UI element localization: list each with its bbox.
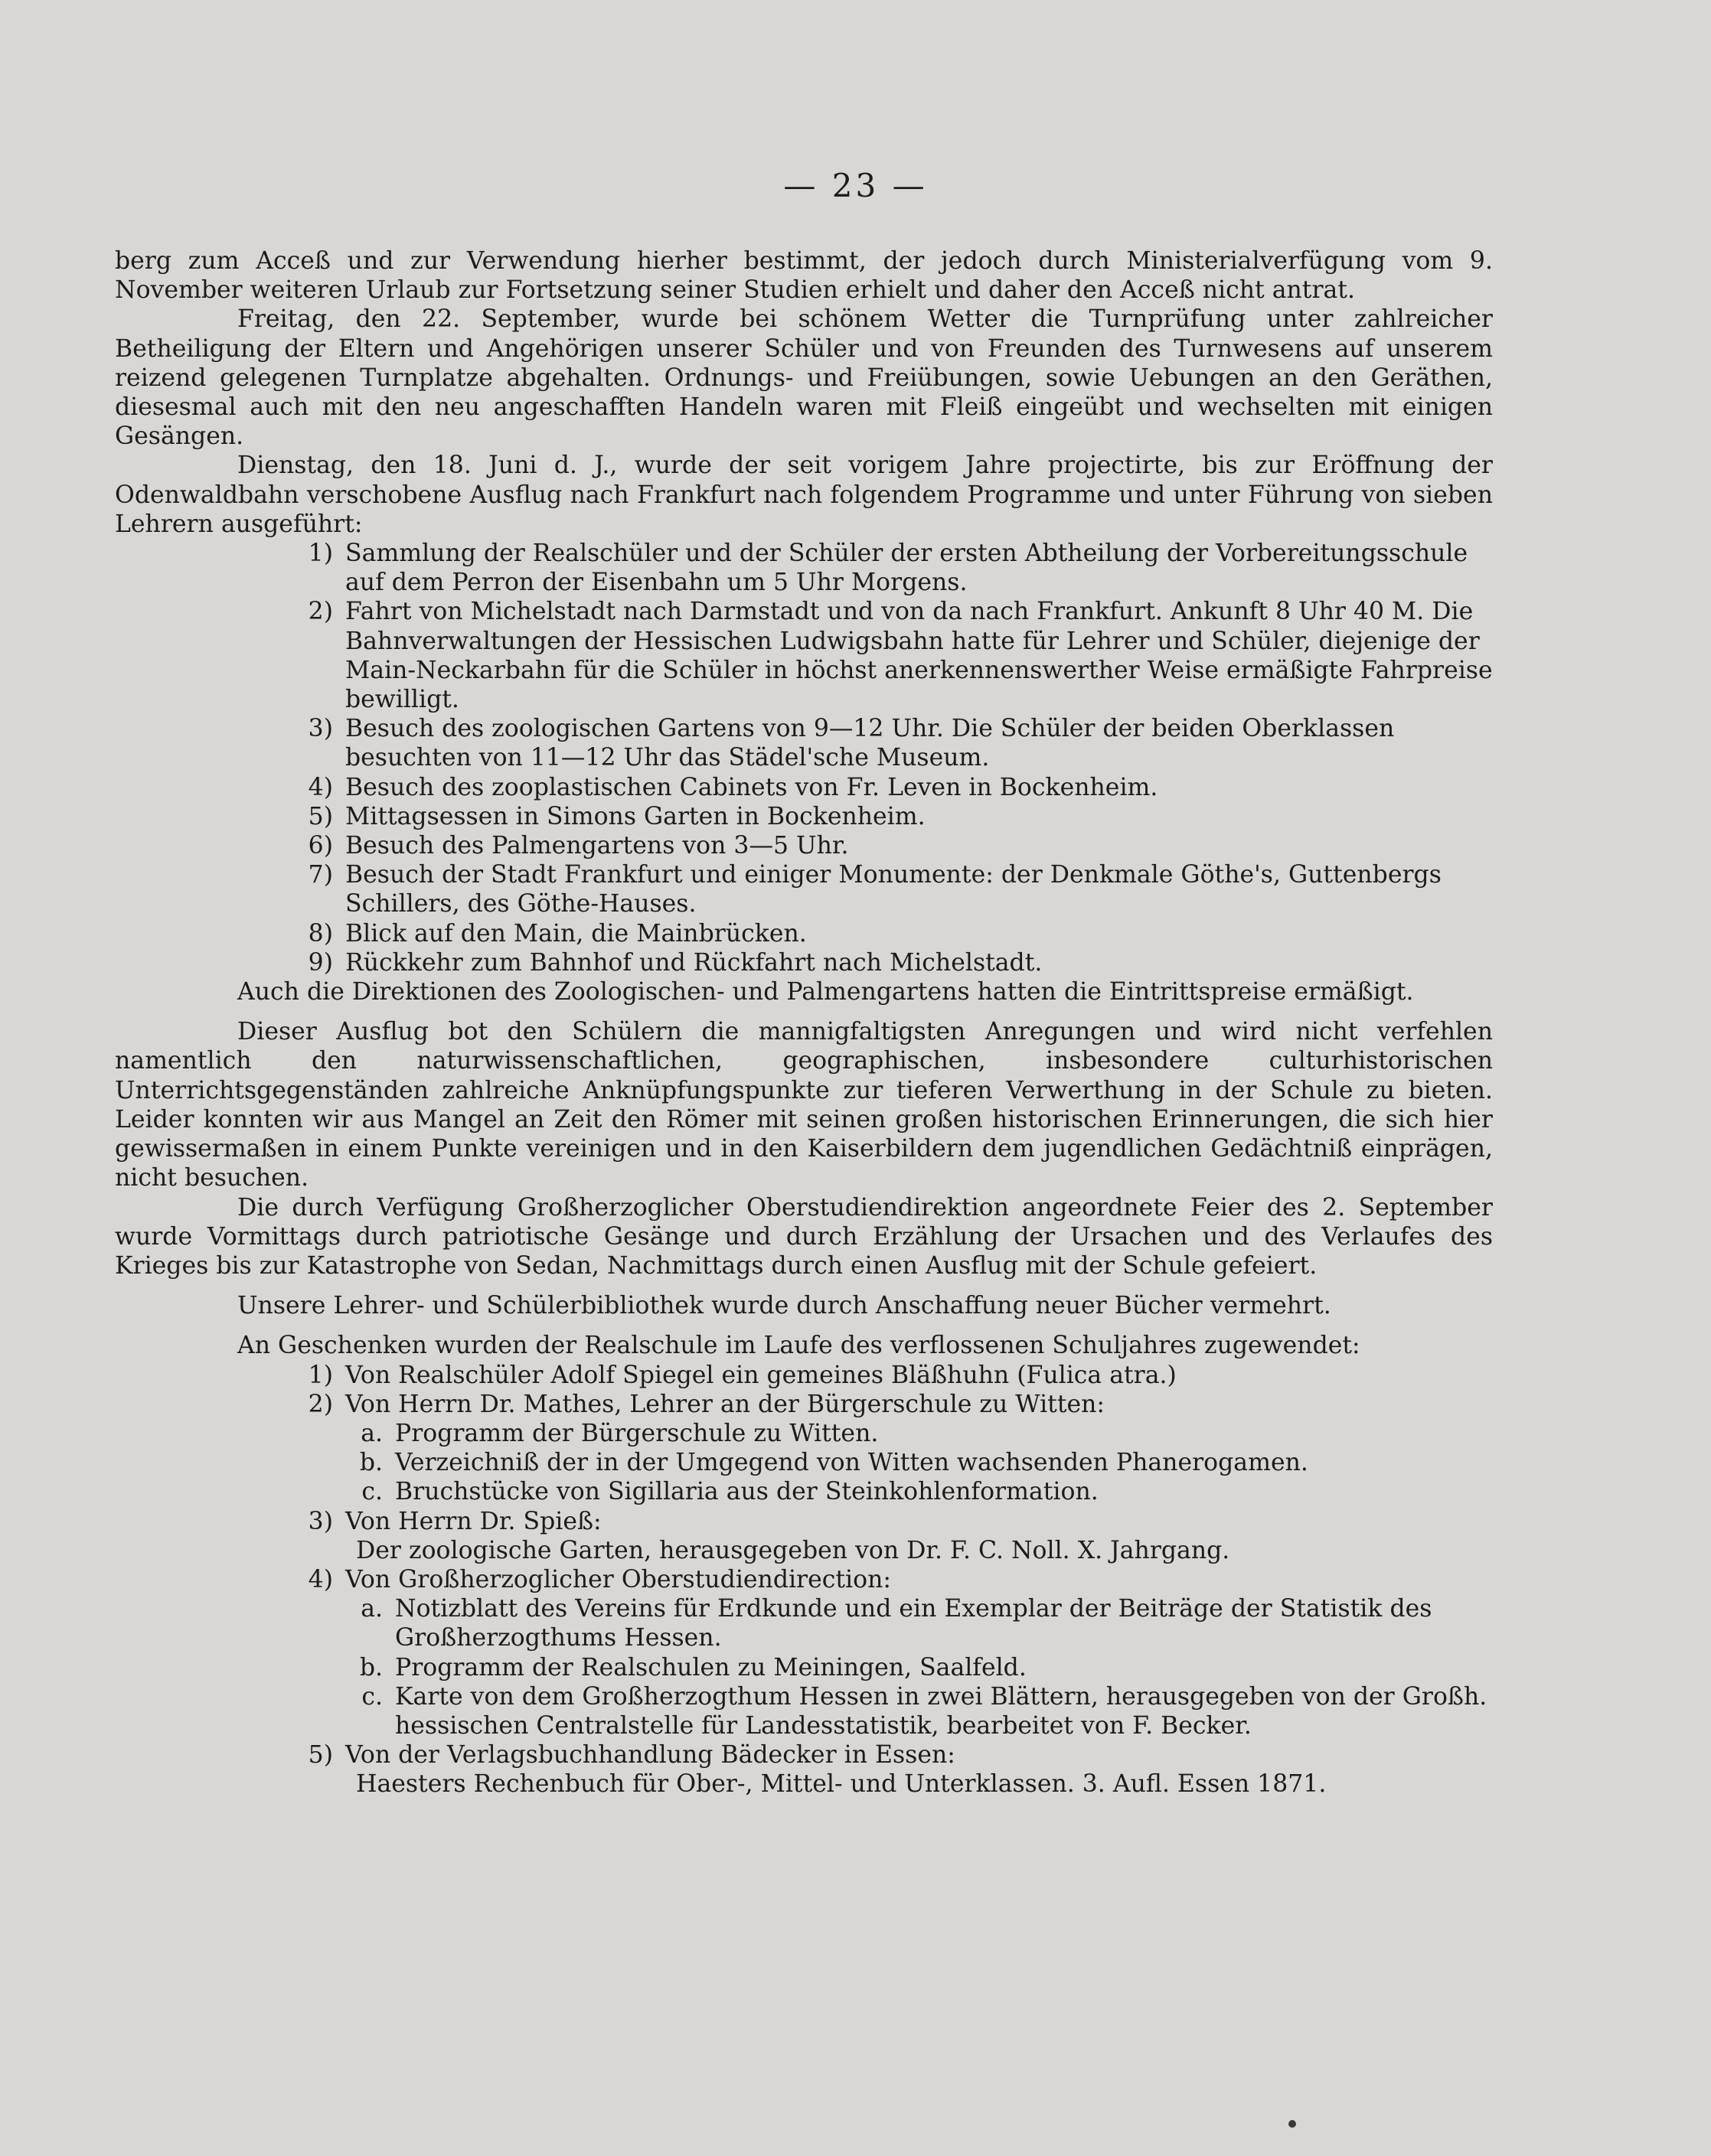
ink-speck — [1288, 2120, 1296, 2128]
gift-number: 3) — [308, 1507, 333, 1535]
gift-subitem — [115, 1448, 1493, 1477]
gift-detail: Haesters Rechenbuch für Ober-, Mittel- und Unterklassen. 3. Aufl. Essen 1871. — [356, 1770, 1327, 1799]
list-number: 2) — [308, 598, 333, 626]
gift-subitem — [115, 1477, 1493, 1506]
gift-letter: c. — [361, 1478, 383, 1506]
paragraph-ausflug-intro: Dienstag, den 18. Juni d. J., wurde der seit vorigem Jahre projectirte, bis zur Eröffnung der Odenwaldbahn verschobene Ausflug nach Frankfurt nach folgendem Programme und unter Führung von sieben Lehrern ausgeführt: — [115, 452, 1493, 538]
paragraph-continuation: berg zum Acceß und zur Verwendung hierher bestimmt, der jedoch durch Ministerialverfügung vom 9. November weiteren Urlaub zur Fortsetzung seiner Studien erhielt und daher den Acceß nicht antrat. — [115, 247, 1493, 305]
gift-text: Von der Verlagsbuchhandlung Bädecker in Essen: — [345, 1741, 955, 1769]
list-item — [115, 860, 1493, 918]
gift-number: 1) — [308, 1361, 333, 1389]
paragraph-sedanfeier: Die durch Verfügung Großherzoglicher Oberstudiendirektion angeordnete Feier des 2. September wurde Vormittags durch patriotische Gesänge und durch Erzählung der Ursachen und des Verlaufes des Krieges bis zur Katastrophe von Sedan, Nachmittags durch einen Ausflug mit der Schule gefeiert. — [115, 1193, 1493, 1280]
gift-item — [115, 1507, 1493, 1536]
gift-item — [115, 1740, 1493, 1769]
gift-subitem — [115, 1682, 1493, 1740]
paragraph-eintrittspreise: Auch die Direktionen des Zoologischen- und Palmengartens hatten die Eintrittspreise ermäßigt. — [237, 978, 1414, 1006]
page-number: — 23 — — [783, 167, 928, 204]
gift-subitem — [115, 1594, 1493, 1652]
list-item — [115, 919, 1493, 948]
list-text: Mittagsessen in Simons Garten in Bockenheim. — [345, 802, 926, 830]
list-number: 5) — [308, 802, 333, 830]
gift-subitem — [115, 1653, 1493, 1682]
list-number: 9) — [308, 948, 333, 977]
gift-subtext: Programm der Bürgerschule zu Witten. — [395, 1419, 879, 1447]
gift-subtext: Bruchstücke von Sigillaria aus der Steinkohlenformation. — [395, 1478, 1099, 1506]
paragraph-bibliothek: Unsere Lehrer- und Schülerbibliothek wurde durch Anschaffung neuer Bücher vermehrt. — [237, 1292, 1331, 1320]
list-item — [115, 714, 1493, 772]
list-number: 7) — [308, 861, 333, 889]
list-number: 4) — [308, 773, 333, 801]
gift-item — [115, 1361, 1493, 1390]
gift-detail: Der zoologische Garten, herausgegeben von Dr. F. C. Noll. X. Jahrgang. — [356, 1536, 1230, 1564]
gift-subitem — [115, 1419, 1493, 1448]
gift-letter: a. — [361, 1419, 383, 1447]
gift-number: 2) — [308, 1390, 333, 1418]
list-text: Rückkehr zum Bahnhof und Rückfahrt nach Michelstadt. — [345, 948, 1043, 977]
list-text: Besuch des Palmengartens von 3—5 Uhr. — [345, 832, 849, 860]
list-item — [115, 802, 1493, 831]
list-item — [115, 773, 1493, 802]
gift-subtext: Karte von dem Großherzogthum Hessen in zwei Blättern, herausgegeben von der Großh. hessischen Centralstelle für Landesstatistik, bearbeitet von F. Becker. — [395, 1682, 1487, 1740]
gift-letter: b. — [359, 1449, 383, 1477]
gift-subtext: Programm der Realschulen zu Meiningen, Saalfeld. — [395, 1653, 1027, 1681]
gift-letter: c. — [361, 1682, 383, 1711]
list-number: 8) — [308, 919, 333, 948]
body-text — [115, 246, 1493, 1799]
list-text: Sammlung der Realschüler und der Schüler der ersten Abtheilung der Vorbereitungsschule auf dem Perron der Eisenbahn um 5 Uhr Morgens. — [345, 540, 1468, 597]
gift-text: Von Herrn Dr. Mathes, Lehrer an der Bürgerschule zu Witten: — [345, 1390, 1105, 1418]
list-item — [115, 831, 1493, 860]
gift-subtext: Notizblatt des Vereins für Erdkunde und ein Exemplar der Beiträge der Statistik des Großherzogthums Hessen. — [395, 1595, 1432, 1652]
list-text: Besuch der Stadt Frankfurt und einiger Monumente: der Denkmale Göthe's, Guttenbergs Schillers, des Göthe-Hauses. — [345, 861, 1442, 918]
list-text: Besuch des zoologischen Gartens von 9—12 Uhr. Die Schüler der beiden Oberklassen besuchten von 11—12 Uhr das Städel'sche Museum. — [345, 715, 1395, 772]
list-item — [115, 597, 1493, 714]
list-text: Fahrt von Michelstadt nach Darmstadt und von da nach Frankfurt. Ankunft 8 Uhr 40 M. Die Bahnverwaltungen der Hessischen Ludwigsbahn hatte für Lehrer und Schüler, diejenige der Main-Neckarbahn für die Schüler in höchst anerkennenswerther Weise ermäßigte Fahrpreise bewilligt. — [345, 598, 1493, 714]
list-number: 3) — [308, 715, 333, 743]
list-number: 6) — [308, 832, 333, 860]
list-item — [115, 948, 1493, 977]
gift-item — [115, 1390, 1493, 1419]
list-text: Blick auf den Main, die Mainbrücken. — [345, 919, 807, 948]
gift-letter: a. — [361, 1595, 383, 1623]
gift-text: Von Herrn Dr. Spieß: — [345, 1507, 602, 1535]
paragraph-turnpruefung: Freitag, den 22. September, wurde bei schönem Wetter die Turnprüfung unter zahlreicher Betheiligung der Eltern und Angehörigen unserer Schüler und von Freunden des Turnwesens auf unserem reizend gelegenen Turnplatze abgehalten. Ordnungs- und Freiübungen, sowie Uebungen an den Geräthen, diesesmal auch mit den neu angeschafften Handeln waren mit Fleiß eingeübt und wechselten mit einigen Gesängen. — [115, 305, 1493, 451]
gift-subtext: Verzeichniß der in der Umgegend von Witten wachsenden Phanerogamen. — [395, 1449, 1308, 1477]
paragraph-geschenke-intro: An Geschenken wurden der Realschule im Laufe des verflossenen Schuljahres zugewendet: — [237, 1332, 1360, 1360]
gift-number: 5) — [308, 1741, 333, 1769]
gift-letter: b. — [359, 1653, 383, 1681]
list-text: Besuch des zooplastischen Cabinets von Fr. Leven in Bockenheim. — [345, 773, 1158, 801]
gift-item — [115, 1565, 1493, 1594]
paragraph-ausflug-bewertung: Dieser Ausflug bot den Schülern die mannigfaltigsten Anregungen und wird nicht verfehlen namentlich den naturwissenschaftlichen, geographischen, insbesondere culturhistorischen Unterrichtsgegenständen zahlreiche Anknüpfungspunkte zur tieferen Verwerthung in der Schule zu bieten. Leider konnten wir aus Mangel an Zeit den Römer mit seinen großen historischen Erinnerungen, die sich hier gewissermaßen in einem Punkte vereinigen und in den Kaiserbildern dem jugendlichen Gedächtniß einprägen, nicht besuchen. — [115, 1018, 1493, 1192]
gift-number: 4) — [308, 1565, 333, 1593]
gift-text: Von Großherzoglicher Oberstudiendirection: — [345, 1565, 891, 1593]
list-item — [115, 539, 1493, 597]
gift-text: Von Realschüler Adolf Spiegel ein gemeines Bläßhuhn (Fulica atra.) — [345, 1361, 1177, 1389]
list-number: 1) — [308, 540, 333, 568]
